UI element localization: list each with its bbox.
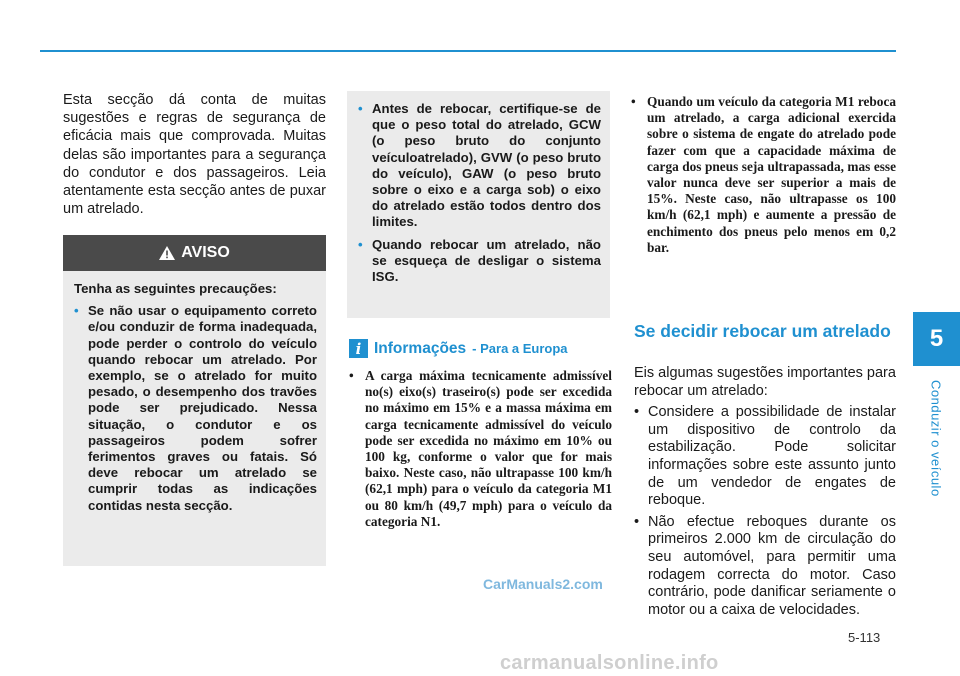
right-note-text: Quando um veículo da categoria M1 reboca um atrelado, a carga adicional exercida sobre o sistema de engate do atrelado pode fazer com que a capacidade máxima de carga dos pneus seja ultrapassada, mas esse valor nunca deve ser superior a mais de 15%. Neste caso, não ultrapasse os 100 km/h (62,1 mph) e aumente a pressão de enchimento dos pneus pelo menos em 0,2 bar.	[647, 94, 896, 255]
section-item-text: Não efectue reboques durante os primeiros 2.000 km de circulação do seu automóvel, para permitir uma rodagem correcta do motor. Caso contrário, pode danificar seriamente o motor ou a caixa de velocidades.	[648, 513, 896, 618]
section-item-text: Considere a possibilidade de instalar um dispositivo de controlo da estabilização. Pode solicitar informações sobre este assunto junto de um vendedor de engates de reboque.	[648, 404, 896, 509]
list-item	[631, 94, 896, 256]
section-list	[634, 404, 896, 619]
info-list	[349, 368, 612, 530]
warning-intro: Tenha as seguintes precauções:	[74, 281, 277, 296]
chapter-tab[interactable]: 5	[913, 312, 960, 366]
section-intro: Eis algumas sugestões importantes para rebocar um atrelado:	[634, 365, 896, 399]
list-item	[634, 514, 896, 620]
warning-list	[74, 303, 317, 514]
info-icon: i	[349, 339, 368, 358]
warning-box	[63, 235, 326, 566]
bullet-icon: •	[631, 94, 636, 109]
bullet-icon: •	[349, 368, 354, 383]
intro-paragraph: Esta secção dá conta de muitas sugestões e regras de segurança de eficácia mais que comprovada. Muitas delas são importantes para a segurança do condutor e dos passageiros. Leia atentamente esta secção antes de puxar um atrelado.	[63, 92, 326, 218]
intro-column	[63, 91, 326, 218]
caution-body	[347, 91, 610, 285]
caution-item-text: Quando rebocar um atrelado, não se esqueça de desligar o sistema ISG.	[372, 236, 601, 285]
caution-box	[347, 91, 610, 318]
list-item	[349, 368, 612, 530]
watermark-link[interactable]: CarManuals2.com	[483, 576, 603, 592]
info-subtitle: - Para a Europa	[472, 341, 568, 356]
watermark-footer: carmanualsonline.info	[500, 652, 719, 674]
info-item-text: A carga máxima tecnicamente admissível no(s) eixo(s) traseiro(s) pode ser excedida no máximo em 15% e a massa máxima em carga tecnicamente admissível do veículo pode ser excedida no máximo em 10% ou 100 kg, conforme o valor que for mais baixo. Neste caso, não ultrapasse 100 km/h (62,1 mph) para o veículo da categoria M1 ou 80 km/h (49,7 mph) para o veículo da categoria N1.	[365, 368, 612, 529]
list-item	[634, 404, 896, 510]
caution-list	[358, 101, 601, 285]
info-heading	[349, 339, 614, 358]
info-content	[349, 368, 612, 530]
section-title: Se decidir rebocar um atrelado	[634, 321, 891, 341]
caution-item-text: Antes de rebocar, certifique-se de que o peso total do atrelado, GCW (o peso bruto do conjunto veículoatrelado), GVW (o peso bruto do veículo), GAW (o peso bruto sobre o eixo e a carga sob) o eixo do atrelado estão todos dentro dos limites.	[372, 101, 601, 230]
bullet-icon: •	[74, 303, 79, 319]
warning-triangle-icon	[159, 246, 175, 260]
right-column-notes	[631, 94, 896, 256]
bullet-icon: •	[358, 236, 363, 252]
bullet-icon: •	[358, 101, 363, 116]
section-content	[634, 365, 896, 623]
list-item	[74, 303, 317, 514]
list-item	[358, 101, 601, 231]
warning-body	[63, 271, 326, 514]
warning-title: AVISO	[181, 244, 230, 261]
info-title: Informações	[374, 339, 467, 357]
bullet-icon: •	[634, 404, 640, 421]
chapter-label: Conduzir o veículo	[928, 380, 944, 497]
page-number: 5-113	[848, 630, 881, 645]
header-rule	[40, 50, 896, 52]
list-item	[358, 237, 601, 286]
bullet-icon: •	[634, 513, 640, 530]
warning-header	[63, 235, 326, 271]
warning-item-text: Se não usar o equipamento correto e/ou conduzir de forma inadequada, pode perder o controlo do veículo quando rebocar um atrelado. Por exemplo, se o atrelado for muito pesado, o desempenho dos travões pode ser prejudicado. Nessa situação, o condutor e os passageiros podem sofrer ferimentos graves ou fatais. Só deve rebocar um atrelado se cumprir todas as indicações contidas nesta secção.	[88, 303, 317, 513]
right-note-list	[631, 94, 896, 256]
